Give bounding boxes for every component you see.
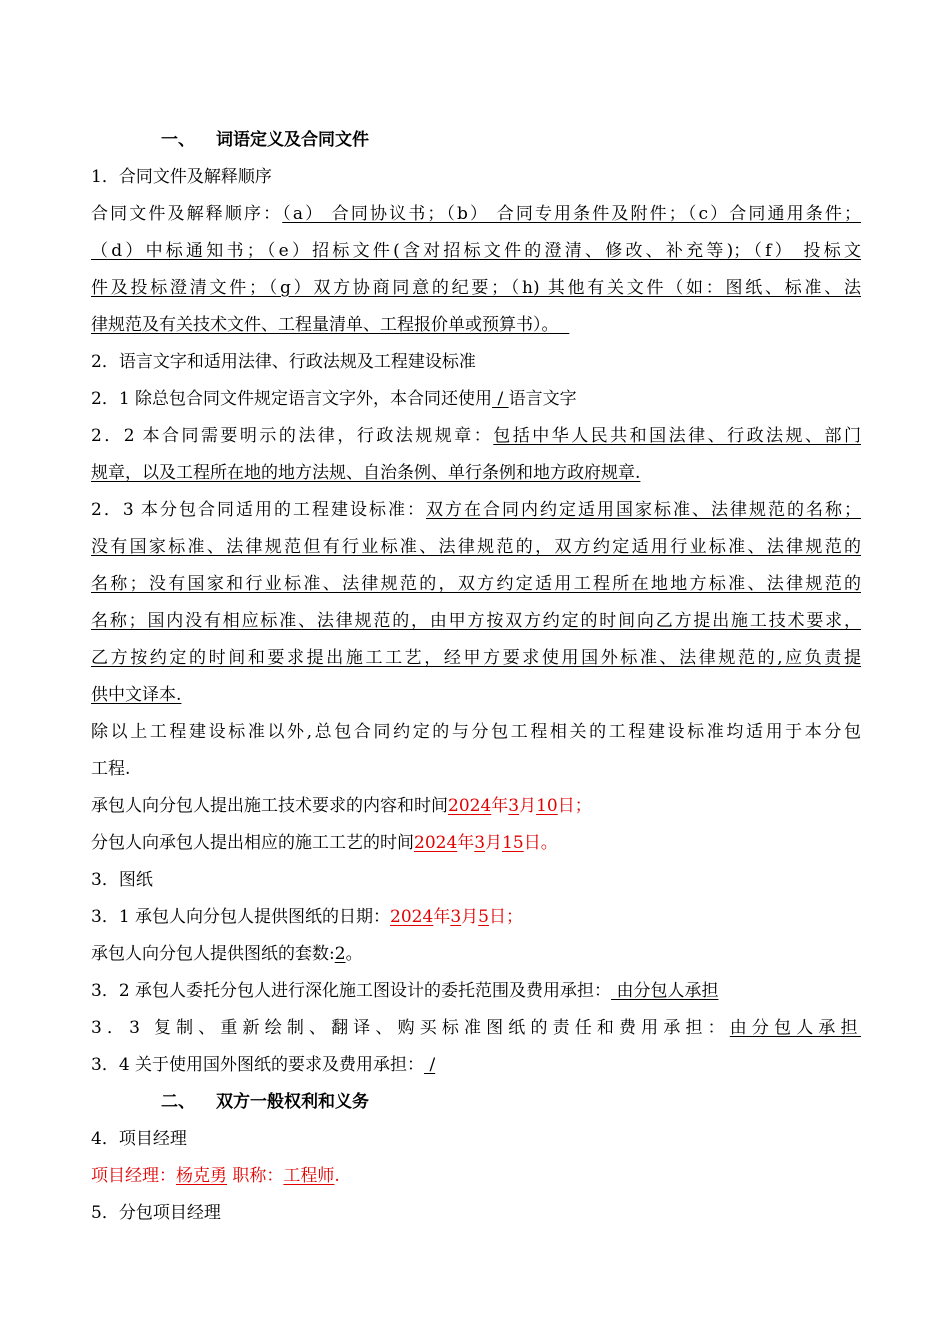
item3-3: 3．3 复制、重新绘制、翻译、购买标准图纸的责任和费用承担：由分包人承担 (91, 1018, 861, 1038)
project-manager-line: 项目经理：杨克勇 职称：工程师. (91, 1166, 340, 1186)
item2-3-line1: 2．3 本分包合同适用的工程建设标准：双方在合同内约定适用国家标准、法律规范的名称； (91, 500, 861, 520)
item2-3-line2: 没有国家标准、法律规范但有行业标准、法律规范的，双方约定适用行业标准、法律规范的 (91, 537, 861, 557)
item2-3-line4: 名称；国内没有相应标准、法律规范的，由甲方按双方约定的时间向乙方提出施工技术要求， (91, 611, 861, 631)
item2-3-line5: 乙方按约定的时间和要求提出施工工艺，经甲方要求使用国外标准、法律规范的,应负责提 (91, 648, 861, 668)
section-heading-2: 二、 双方一般权利和义务 (161, 1092, 369, 1112)
tech-requirement-date: 承包人向分包人提出施工技术要求的内容和时间2024年3月10日； (91, 796, 592, 816)
item1-line2: （d）中标通知书；（e）招标文件(含对招标文件的澄清、修改、补充等)；（f） 投标文 (91, 241, 861, 261)
item3-4: 3．4 关于使用国外图纸的要求及费用承担： / (91, 1055, 436, 1075)
item1-line4: 律规范及有关技术文件、工程量清单、工程报价单或预算书）。 (91, 315, 559, 335)
item1-heading: 1．合同文件及解释顺序 (91, 167, 272, 187)
item1-line3: 件及投标澄清文件；（g）双方协商同意的纪要；（h) 其他有关文件（如：图纸、标准、法 (91, 278, 861, 298)
item2-2-line1: 2．2 本合同需要明示的法律，行政法规规章：包括中华人民共和国法律、行政法规、部门 (91, 426, 861, 446)
item3-heading: 3．图纸 (91, 870, 153, 890)
document-body (91, 122, 861, 1232)
item3-1: 3．1 承包人向分包人提供图纸的日期：2024年3月5日； (91, 907, 523, 927)
item1-line1: 合同文件及解释顺序：（a） 合同协议书；（b） 合同专用条件及附件；（c）合同通用条件； (91, 204, 861, 224)
item2-heading: 2．语言文字和适用法律、行政法规及工程建设标准 (91, 352, 476, 372)
craft-date: 分包人向承包人提出相应的施工工艺的时间2024年3月15日。 (91, 833, 558, 853)
item5-heading: 5．分包项目经理 (91, 1203, 221, 1223)
drawing-sets: 承包人向分包人提供图纸的套数:2。 (91, 944, 363, 964)
item2-1: 2．1 除总包合同文件规定语言文字外，本合同还使用 / 语言文字 (91, 389, 577, 409)
extra-standards-line1: 除以上工程建设标准以外,总包合同约定的与分包工程相关的工程建设标准均适用于本分包 (91, 722, 861, 742)
item2-2-line2: 规章，以及工程所在地的地方法规、自治条例、单行条例和地方政府规章. (91, 463, 641, 483)
section-heading-1: 一、 词语定义及合同文件 (161, 130, 369, 150)
item4-heading: 4．项目经理 (91, 1129, 187, 1149)
item3-2: 3．2 承包人委托分包人进行深化施工图设计的委托范围及费用承担： 由分包人承担 (91, 981, 719, 1001)
item2-3-line3: 名称；没有国家和行业标准、法律规范的，双方约定适用工程所在地地方标准、法律规范的 (91, 574, 861, 594)
extra-standards-line2: 工程. (91, 759, 131, 779)
item2-3-line6: 供中文译本. (91, 685, 182, 705)
